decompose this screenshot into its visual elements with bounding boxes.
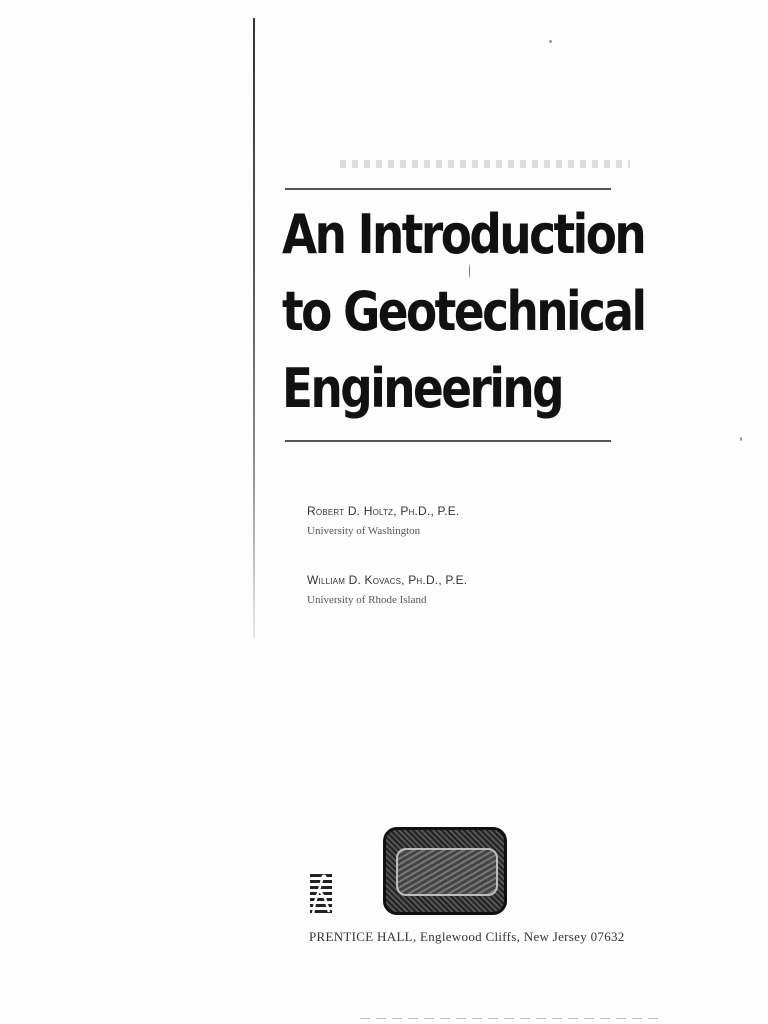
scan-bottom-edge [360, 1018, 660, 1019]
stamp-inner-frame [396, 848, 498, 896]
scan-speck [549, 40, 552, 43]
scan-speck [740, 437, 742, 441]
faint-bleedthrough-text [340, 160, 630, 168]
book-title [282, 196, 645, 427]
title-line-2: to Geotechnical [282, 280, 645, 343]
binding-edge-divider [253, 18, 255, 638]
publisher-imprint: PRENTICE HALL, Englewood Cliffs, New Jersey 07632 [309, 929, 625, 944]
title-bottom-rule [285, 440, 611, 442]
title-line-3: Engineering [282, 357, 563, 420]
title-top-rule [285, 188, 611, 190]
author-affiliation: University of Rhode Island [307, 594, 427, 606]
author-name: William D. Kovacs, Ph.D., P.E. [307, 573, 468, 587]
title-line-1: An Introduction [282, 203, 645, 266]
author-affiliation: University of Washington [307, 525, 421, 537]
library-stamp-icon [383, 827, 507, 915]
author-name: Robert D. Holtz, Ph.D., P.E. [307, 504, 460, 518]
prentice-hall-logo-icon [309, 872, 333, 918]
